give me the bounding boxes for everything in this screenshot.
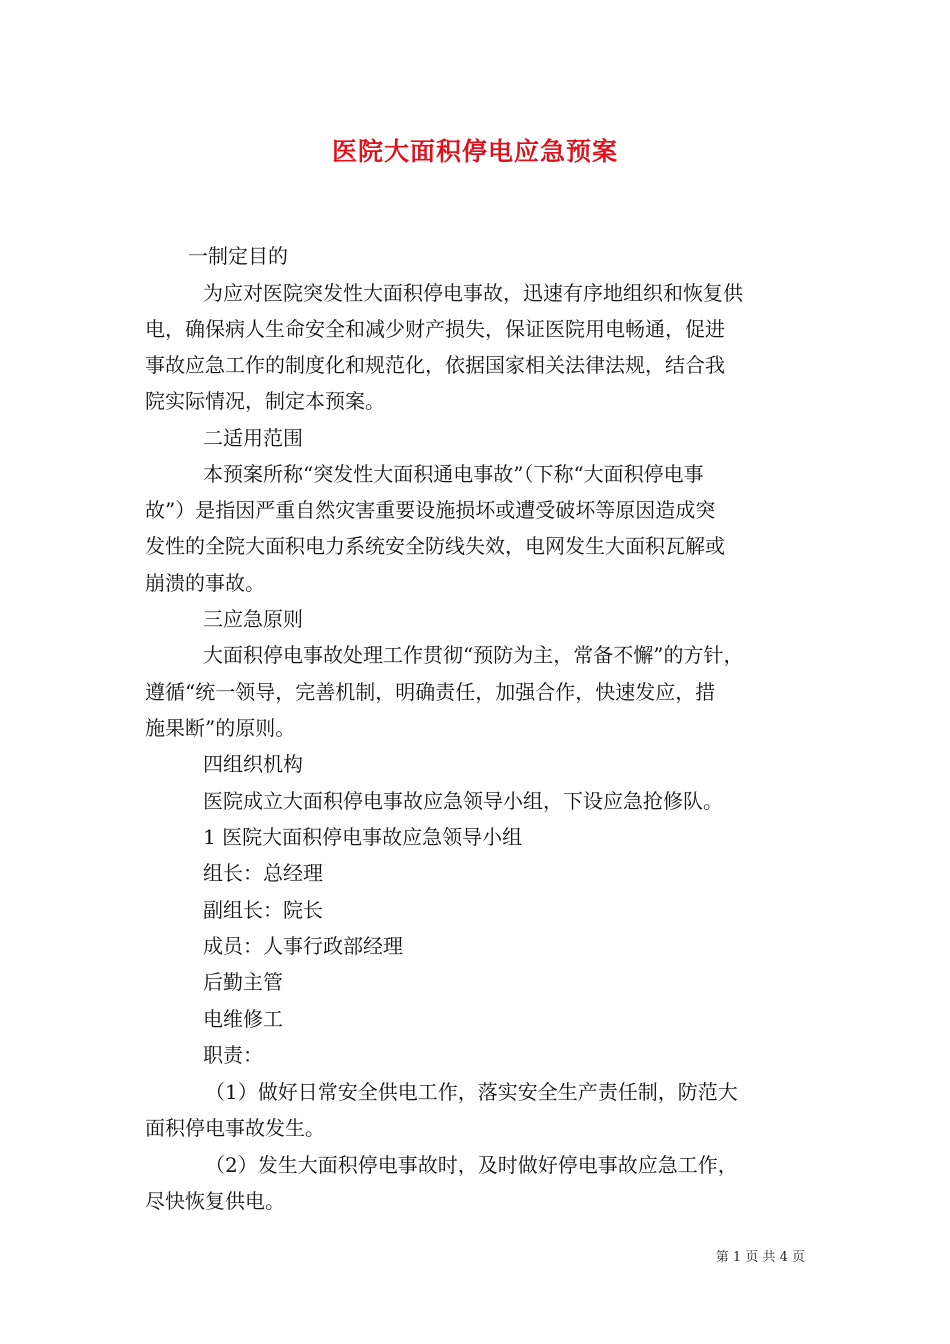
- member-line: 成员：人事行政部经理: [203, 934, 403, 958]
- member-line: 后勤主管: [203, 970, 283, 994]
- member-line: 电维修工: [203, 1007, 283, 1031]
- subheading-leading-group: 1 医院大面积停电事故应急领导小组: [203, 825, 523, 849]
- paragraph-line: 院实际情况，制定本预案。: [145, 389, 385, 413]
- paragraph-line: 面积停电事故发生。: [145, 1116, 325, 1140]
- duties-label: 职责：: [203, 1043, 263, 1067]
- paragraph-line: 医院成立大面积停电事故应急领导小组，下设应急抢修队。: [203, 789, 723, 813]
- heading-organization: 四组织机构: [203, 752, 303, 776]
- document-title: 医院大面积停电应急预案: [331, 137, 618, 166]
- paragraph-line: 遵循“统一领导，完善机制，明确责任，加强合作，快速发应，措: [145, 680, 716, 704]
- member-line: 副组长：院长: [203, 898, 323, 922]
- paragraph-line: 施果断”的原则。: [145, 716, 296, 740]
- duty-item: （1）做好日常安全供电工作，落实安全生产责任制，防范大: [205, 1080, 738, 1104]
- heading-principles: 三应急原则: [203, 607, 303, 631]
- paragraph-line: 电，确保病人生命安全和减少财产损失，保证医院用电畅通，促进: [145, 317, 725, 341]
- paragraph-line: 故”）是指因严重自然灾害重要设施损坏或遭受破坏等原因造成突: [145, 498, 716, 522]
- page-number: 第 1 页 共 4 页: [715, 1250, 805, 1265]
- paragraph-line: 大面积停电事故处理工作贯彻“预防为主，常备不懈”的方针，: [203, 643, 744, 667]
- paragraph-line: 事故应急工作的制度化和规范化，依据国家相关法律法规，结合我: [145, 353, 725, 377]
- heading-purpose: 一制定目的: [188, 244, 288, 268]
- paragraph-line: 发性的全院大面积电力系统安全防线失效，电网发生大面积瓦解或: [145, 534, 725, 558]
- heading-scope: 二适用范围: [203, 426, 303, 450]
- paragraph-line: 崩溃的事故。: [145, 571, 265, 595]
- duty-item: （2）发生大面积停电事故时，及时做好停电事故应急工作，: [205, 1153, 738, 1177]
- paragraph-line: 本预案所称“突发性大面积通电事故”（下称“大面积停电事: [203, 462, 704, 486]
- paragraph-line: 尽快恢复供电。: [145, 1189, 285, 1213]
- member-line: 组长：总经理: [203, 861, 323, 885]
- paragraph-line: 为应对医院突发性大面积停电事故，迅速有序地组织和恢复供: [203, 281, 743, 305]
